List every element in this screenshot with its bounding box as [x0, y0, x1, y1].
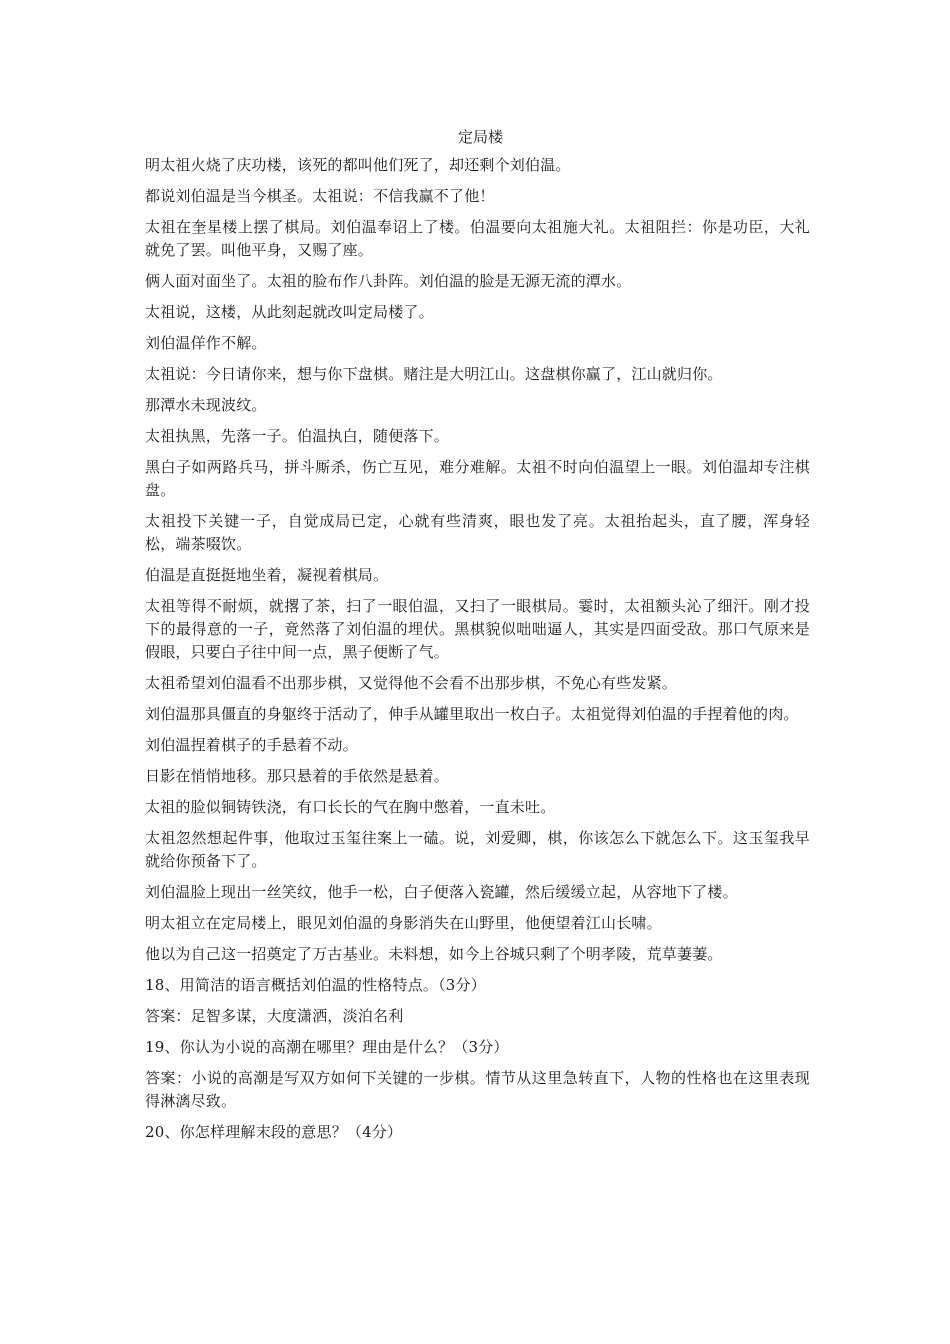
question-20: 20、你怎样理解末段的意思？（4分） — [145, 1123, 403, 1141]
paragraph: 日影在悄悄地移。那只悬着的手依然是悬着。 — [145, 767, 450, 785]
paragraph: 伯温是直挺挺地坐着，凝视着棋局。 — [145, 566, 389, 584]
paragraph: 太祖等得不耐烦，就撂了茶，扫了一眼伯温，又扫了一眼棋局。霎时，太祖额头沁了细汗。刚才投下的最得意的一子，竟然落了刘伯温的埋伏。黑棋貌似咄咄逼人，其实是四面受敌。那口气原来是假眼，只要白子往中间一点，黑子便断了气。 — [145, 597, 810, 661]
paragraph: 他以为自己这一招奠定了万古基业。未料想，如今上谷城只剩了个明孝陵，荒草萋萋。 — [145, 945, 723, 963]
paragraph: 刘伯温那具僵直的身躯终于活动了，伸手从罐里取出一枚白子。太祖觉得刘伯温的手捏着他的肉。 — [145, 705, 799, 723]
paragraph: 明太祖立在定局楼上，眼见刘伯温的身影消失在山野里，他便望着江山长啸。 — [145, 914, 662, 932]
question-19: 19、你认为小说的高潮在哪里？理由是什么？（3分） — [145, 1038, 509, 1056]
paragraph: 太祖的脸似铜铸铁浇，有口长长的气在胸中憋着，一直未吐。 — [145, 798, 556, 816]
paragraph: 太祖执黑，先落一子。伯温执白，随便落下。 — [145, 427, 450, 445]
document-title: 定局楼 — [457, 128, 503, 146]
document-page — [145, 126, 810, 1152]
paragraph: 太祖投下关键一子，自觉成局已定，心就有些清爽，眼也发了亮。太祖抬起头，直了腰，浑身轻松，端茶啜饮。 — [145, 512, 810, 553]
paragraph: 太祖希望刘伯温看不出那步棋，又觉得他不会看不出那步棋，不免心有些发紧。 — [145, 674, 678, 692]
paragraph: 都说刘伯温是当今棋圣。太祖说：不信我赢不了他！ — [145, 187, 495, 205]
paragraph: 俩人面对面坐了。太祖的脸布作八卦阵。刘伯温的脸是无源无流的潭水。 — [145, 272, 632, 290]
paragraph: 刘伯温脸上现出一丝笑纹，他手一松，白子便落入瓷罐，然后缓缓立起，从容地下了楼。 — [145, 883, 738, 901]
paragraph: 太祖在奎星楼上摆了棋局。刘伯温奉诏上了楼。伯温要向太祖施大礼。太祖阻拦：你是功臣，大礼就免了罢。叫他平身，又赐了座。 — [145, 218, 810, 259]
paragraph: 刘伯温捏着棋子的手悬着不动。 — [145, 736, 358, 754]
paragraph: 黑白子如两路兵马，拼斗厮杀，伤亡互见，难分难解。太祖不时向伯温望上一眼。刘伯温却专注棋盘。 — [145, 458, 810, 499]
paragraph: 明太祖火烧了庆功楼，该死的都叫他们死了，却还剩个刘伯温。 — [145, 156, 571, 174]
answer-19: 答案：小说的高潮是写双方如何下关键的一步棋。情节从这里急转直下，人物的性格也在这里表现得淋漓尽致。 — [145, 1069, 810, 1110]
paragraph: 刘伯温佯作不解。 — [145, 334, 267, 352]
paragraph: 太祖忽然想起件事，他取过玉玺往案上一磕。说，刘爱卿，棋，你该怎么下就怎么下。这玉玺我早就给你预备下了。 — [145, 829, 810, 870]
paragraph: 那潭水未现波纹。 — [145, 396, 267, 414]
answer-18: 答案：足智多谋，大度潇洒，淡泊名利 — [145, 1007, 404, 1025]
paragraph: 太祖说：今日请你来，想与你下盘棋。赌注是大明江山。这盘棋你赢了，江山就归你。 — [145, 365, 723, 383]
paragraph: 太祖说，这楼，从此刻起就改叫定局楼了。 — [145, 303, 434, 321]
question-18: 18、用简洁的语言概括刘伯温的性格特点。（3分） — [145, 976, 486, 994]
